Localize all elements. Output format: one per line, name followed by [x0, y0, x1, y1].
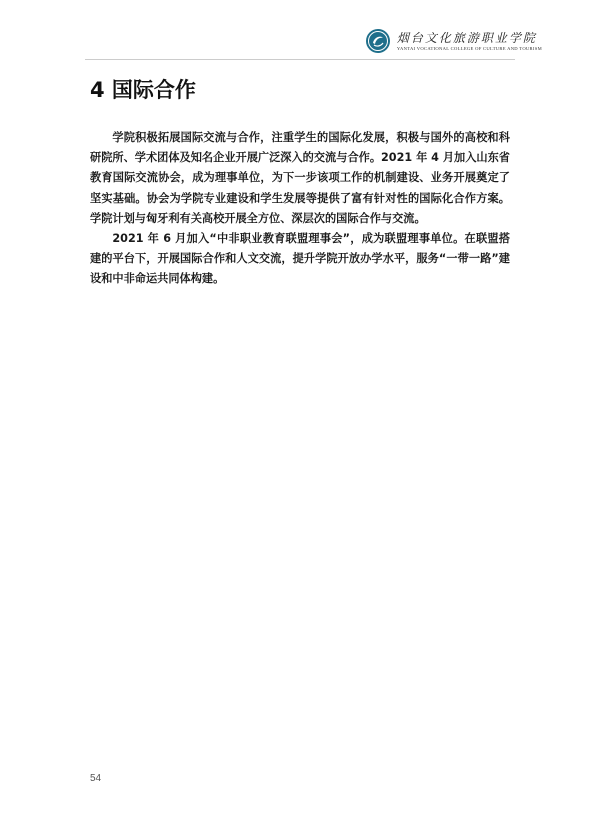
section-body: [90, 128, 510, 290]
paragraph: 学院积极拓展国际交流与合作，注重学生的国际化发展，积极与国外的高校和科研院所、学术团体及知名企业开展广泛深入的交流与合作。2021 年 4 月加入山东省教育国际交流协会，成为理事单位，为下一步该项工作的机制建设、业务开展奠定了坚实基础。协会为学院专业建设和学生发展等提供了富有针对性的国际化合作方案。学院计划与匈牙利有关高校开展全方位、深层次的国际合作与交流。: [90, 131, 510, 225]
college-logo-text: [397, 31, 542, 52]
college-logo-icon: [365, 28, 391, 54]
college-name-cn: 烟台文化旅游职业学院: [396, 30, 537, 45]
page-number: 54: [90, 773, 102, 784]
college-name-en: YANTAI VOCATIONAL COLLEGE OF CULTURE AND TOURISM: [396, 45, 542, 51]
header-divider: [85, 59, 515, 60]
section-title: 4 国际合作: [90, 78, 196, 102]
page-header: [365, 28, 542, 54]
paragraph: 2021 年 6 月加入“中非职业教育联盟理事会”，成为联盟理事单位。在联盟搭建的平台下，开展国际合作和人文交流，提升学院开放办学水平，服务“一带一路”建设和中非命运共同体构建。: [90, 232, 510, 286]
